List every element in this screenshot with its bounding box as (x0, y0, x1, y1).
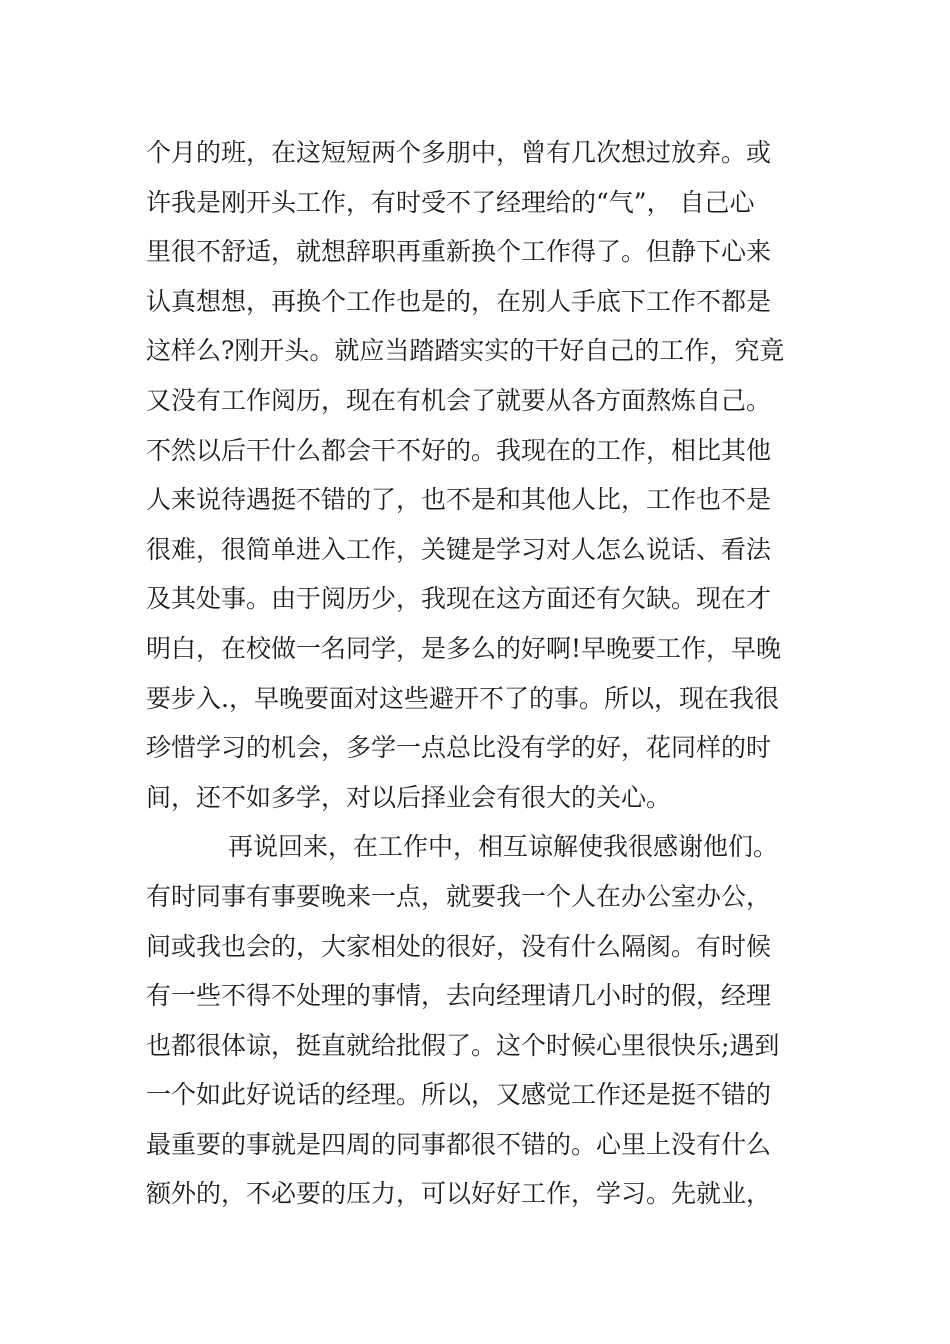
text-line: 也都很体谅，挺直就给批假了。这个时候心里很快乐;遇到 (146, 1030, 780, 1060)
body-text (146, 128, 826, 1219)
text-line: 最重要的事就是四周的同事都很不错的。心里上没有什么 (146, 1129, 772, 1159)
text-line: 有一些不得不处理的事情，去向经理请几小时的假，经理 (146, 981, 772, 1011)
text-line: 这样么?刚开头。就应当踏踏实实的干好自己的工作，究竟 (146, 336, 785, 366)
text-line: 间或我也会的，大家相处的很好，没有什么隔阂。有时候 (146, 931, 772, 961)
text-line: 有时同事有事要晚来一点，就要我一个人在办公室办公， (146, 881, 772, 911)
text-line: 里很不舒适，就想辞职再重新换个工作得了。但静下心来 (146, 237, 772, 267)
text-line: 认真想想，再换个工作也是的，在别人手底下工作不都是 (146, 286, 772, 316)
text-line: 一个如此好说话的经理。所以，又感觉工作还是挺不错的 (146, 1080, 772, 1110)
text-line: 很难，很简单进入工作，关键是学习对人怎么说话、看法 (146, 534, 772, 564)
text-line: 明白，在校做一名同学，是多么的好啊!早晚要工作，早晚 (146, 633, 782, 663)
text-line: 间，还不如多学，对以后择业会有很大的关心。 (146, 782, 672, 812)
text-line: 许我是刚开头工作，有时受不了经理给的“气”， 自己心 (146, 187, 755, 217)
text-line: 人来说待遇挺不错的了，也不是和其他人比，工作也不是 (146, 485, 772, 515)
text-line: 个月的班，在这短短两个多朋中，曾有几次想过放弃。或 (146, 138, 772, 167)
text-line: 及其处事。由于阅历少，我现在这方面还有欠缺。现在才 (146, 584, 772, 614)
text-line: 额外的，不必要的压力，可以好好工作，学习。先就业， (146, 1179, 772, 1209)
paragraph-start-line: 再说回来，在工作中，相互谅解使我很感谢他们。 (228, 832, 779, 862)
text-line: 又没有工作阅历，现在有机会了就要从各方面熬炼自己。 (146, 385, 772, 415)
text-line: 不然以后干什么都会干不好的。我现在的工作，相比其他 (146, 435, 772, 465)
text-line: 要步入.，早晚要面对这些避开不了的事。所以，现在我很 (146, 683, 779, 713)
text-line: 珍惜学习的机会，多学一点总比没有学的好，花同样的时 (146, 733, 772, 763)
